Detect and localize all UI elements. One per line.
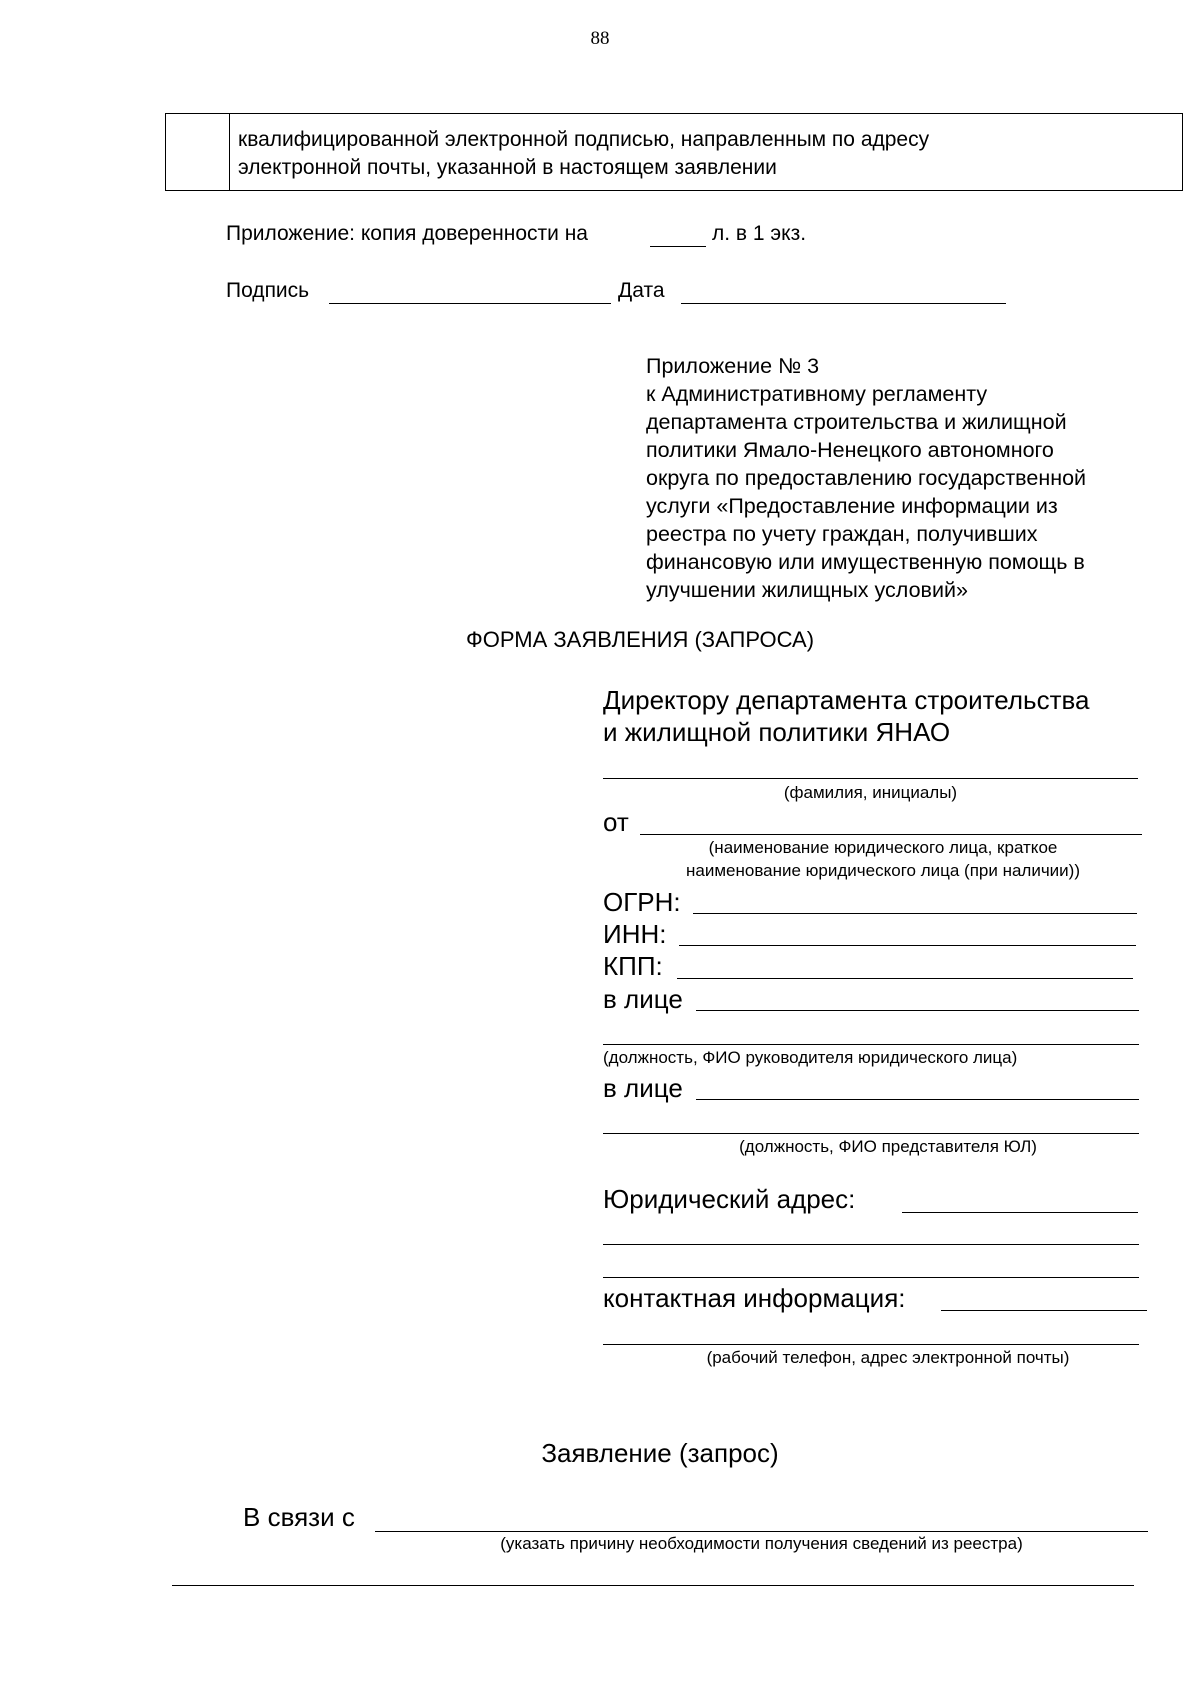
table-cell xyxy=(238,126,929,182)
statement-title: Заявление (запрос) xyxy=(541,1438,779,1468)
date-field[interactable] xyxy=(681,303,1006,304)
appendix-line: политики Ямало-Ненецкого автономного xyxy=(646,438,1054,462)
page-number: 88 xyxy=(590,28,610,49)
appendix-line: к Административному регламенту xyxy=(646,382,988,406)
representative-caption: (должность, ФИО представителя ЮЛ) xyxy=(739,1137,1037,1156)
organization-caption-2: наименование юридического лица (при наличии)) xyxy=(686,861,1080,880)
inn-field[interactable] xyxy=(679,945,1136,946)
in-person-label: в лице xyxy=(603,984,683,1014)
table-cell-line: электронной почты, указанной в настоящем заявлении xyxy=(238,156,777,179)
director-name-caption: (фамилия, инициалы) xyxy=(783,783,958,802)
appendix-line: услуги «Предоставление информации из xyxy=(646,494,1058,518)
reason-field[interactable] xyxy=(375,1531,1148,1532)
from-label: от xyxy=(603,807,629,837)
reason-field-continued[interactable] xyxy=(172,1585,1134,1586)
appendix-line: департамента строительства и жилищной xyxy=(646,410,1067,434)
legal-address-field-2[interactable] xyxy=(603,1244,1139,1245)
appendix-line: реестра по учету граждан, получивших xyxy=(646,522,1038,546)
contact-info-label: контактная информация: xyxy=(603,1283,906,1313)
appendix-line: финансовую или имущественную помощь в xyxy=(646,550,1085,574)
director-name-field[interactable] xyxy=(603,778,1138,779)
signature-label: Подпись xyxy=(226,279,310,302)
reason-caption: (указать причину необходимости получения сведений из реестра) xyxy=(500,1534,1023,1553)
organization-name-field[interactable] xyxy=(640,834,1142,835)
contact-info-caption: (рабочий телефон, адрес электронной почты) xyxy=(706,1348,1070,1367)
legal-address-label: Юридический адрес: xyxy=(603,1184,856,1214)
legal-address-field-3[interactable] xyxy=(603,1277,1139,1278)
form-title: ФОРМА ЗАЯВЛЕНИЯ (ЗАПРОСА) xyxy=(466,627,815,652)
organization-caption-1: (наименование юридического лица, краткое xyxy=(708,838,1058,857)
date-label: Дата xyxy=(618,279,665,302)
appendix-line: улучшении жилищных условий» xyxy=(646,578,968,602)
reason-label: В связи с xyxy=(243,1502,355,1532)
contact-info-field[interactable] xyxy=(941,1310,1147,1311)
addressee-line-2: и жилищной политики ЯНАО xyxy=(603,717,951,747)
kpp-label: КПП: xyxy=(603,951,663,981)
kpp-field[interactable] xyxy=(677,978,1133,979)
head-field-continued[interactable] xyxy=(603,1044,1139,1045)
head-caption: (должность, ФИО руководителя юридического лица) xyxy=(603,1048,1018,1067)
attachment-suffix: л. в 1 экз. xyxy=(712,222,807,245)
appendix-line: округа по предоставлению государственной xyxy=(646,466,1087,490)
signature-field[interactable] xyxy=(329,303,611,304)
attachment-pages-field[interactable] xyxy=(650,246,706,247)
contact-info-field-2[interactable] xyxy=(603,1344,1139,1345)
attachment-prefix: Приложение: копия доверенности на xyxy=(226,222,588,245)
head-field[interactable] xyxy=(696,1010,1139,1011)
legal-address-field[interactable] xyxy=(902,1212,1138,1213)
ogrn-field[interactable] xyxy=(693,913,1137,914)
addressee-line-1: Директору департамента строительства xyxy=(603,685,1090,715)
table-column-divider xyxy=(229,114,230,190)
continuation-table xyxy=(165,113,1183,191)
appendix-line: Приложение № 3 xyxy=(646,354,820,378)
representative-field-continued[interactable] xyxy=(603,1133,1139,1134)
inn-label: ИНН: xyxy=(603,919,667,949)
appendix-header xyxy=(646,352,1086,604)
table-cell-line: квалифицированной электронной подписью, направленным по адресу xyxy=(238,128,930,151)
representative-field[interactable] xyxy=(696,1099,1139,1100)
in-person-label: в лице xyxy=(603,1073,683,1103)
ogrn-label: ОГРН: xyxy=(603,887,681,917)
